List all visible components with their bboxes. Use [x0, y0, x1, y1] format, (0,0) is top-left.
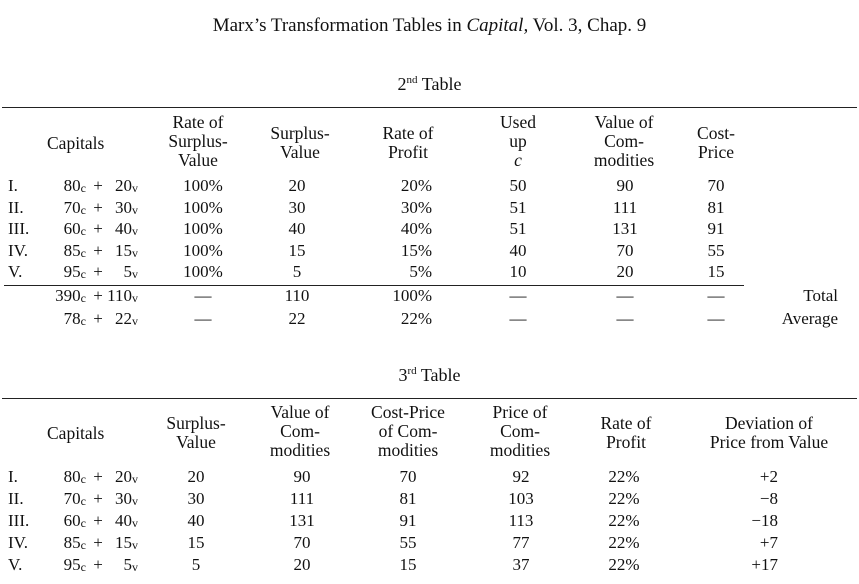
- capital-variable-r5: $5_v$: [123, 555, 138, 574]
- t2-cost-average: —: [707, 309, 725, 328]
- t3-value-r5: 20: [293, 555, 311, 574]
- t2-used-r1: 50: [509, 176, 527, 195]
- t3-price-r5: 37: [512, 555, 530, 574]
- t2-header-value-of-commodities: Value of Com- modities: [593, 112, 655, 170]
- t3-header-rate-of-profit: Rate of Profit: [600, 413, 652, 452]
- t2-rate-sv-r3: 100%: [183, 219, 223, 238]
- t3-header-value-of-commodities: Value of Com- modities: [269, 402, 331, 460]
- t3-deviation-r3: −18: [751, 511, 778, 530]
- t2-rate-sv-average: —: [194, 309, 212, 328]
- t3-rate-profit-r1: 22%: [608, 467, 640, 486]
- t2-sv-average: 22: [288, 309, 306, 328]
- t3-sv-r1: 20: [187, 467, 205, 486]
- t2-roman-r4: IV.: [8, 241, 28, 260]
- capital-constant-r2: $70_c$: [63, 489, 86, 508]
- t2-header-rate-surplus-value: Rate of Surplus- Value: [168, 112, 228, 170]
- capital-constant-average: $78_c$: [63, 309, 86, 328]
- t2-value-r1: 90: [616, 176, 634, 195]
- table2-top-rule: [2, 107, 857, 108]
- plus-sign-average: +: [93, 309, 103, 328]
- t3-header-deviation: Deviation of Price from Value: [709, 413, 829, 452]
- t2-sv-r5: 5: [292, 262, 302, 281]
- t3-roman-r4: IV.: [8, 533, 28, 552]
- t3-value-r1: 90: [293, 467, 311, 486]
- t2-header-capitals: Capitals: [47, 133, 105, 153]
- t3-roman-r3: III.: [8, 511, 30, 530]
- t2-used-r5: 10: [509, 262, 527, 281]
- plus-sign-r3: +: [93, 511, 103, 530]
- t3-sv-r3: 40: [187, 511, 205, 530]
- t2-sv-r2: 30: [288, 198, 306, 217]
- t2-cost-total: —: [707, 286, 725, 305]
- plus-sign-r5: +: [93, 555, 103, 574]
- t2-rate-profit-r2: 30%: [400, 198, 432, 217]
- capital-constant-r4: $85_c$: [63, 533, 86, 552]
- capital-variable-r1: $20_v$: [115, 467, 138, 486]
- t2-value-r3: 131: [612, 219, 638, 238]
- capital-constant-r4: $85_c$: [63, 241, 86, 260]
- plus-sign-r4: +: [93, 241, 103, 260]
- capital-variable-average: $22_v$: [115, 309, 138, 328]
- capital-variable-r2: $30_v$: [115, 198, 138, 217]
- t3-roman-r2: II.: [8, 489, 24, 508]
- t2-label-total: Total: [803, 286, 838, 305]
- t2-rate-profit-r1: 20%: [400, 176, 432, 195]
- t2-roman-r2: II.: [8, 198, 24, 217]
- plus-sign-r1: +: [93, 467, 103, 486]
- t3-cost-r2: 81: [399, 489, 417, 508]
- t3-deviation-r4: +7: [759, 533, 778, 552]
- t2-value-total: —: [616, 286, 634, 305]
- t3-rate-profit-r3: 22%: [608, 511, 640, 530]
- t2-sv-r4: 15: [288, 241, 306, 260]
- capital-variable-r3: $40_v$: [115, 219, 138, 238]
- t3-cost-r1: 70: [399, 467, 417, 486]
- t2-roman-r1: I.: [8, 176, 18, 195]
- capital-constant-r1: $80_c$: [63, 467, 86, 486]
- t2-rate-profit-r3: 40%: [400, 219, 432, 238]
- t2-label-average: Average: [781, 309, 838, 328]
- t2-rate-sv-r5: 100%: [183, 262, 223, 281]
- capital-variable-r4: $15_v$: [115, 241, 138, 260]
- t3-header-cost-price: Cost-Price of Com- modities: [371, 402, 445, 460]
- t2-rate-profit-average: 22%: [400, 309, 432, 328]
- capital-constant-r1: $80_c$: [63, 176, 86, 195]
- capital-constant-r2: $70_c$: [63, 198, 86, 217]
- t3-cost-r5: 15: [399, 555, 417, 574]
- t2-cost-r2: 81: [707, 198, 725, 217]
- capital-constant-r3: $60_c$: [63, 511, 86, 530]
- t2-used-r3: 51: [509, 219, 527, 238]
- t2-used-r2: 51: [509, 198, 527, 217]
- capital-variable-r4: $15_v$: [115, 533, 138, 552]
- t2-value-r5: 20: [616, 262, 634, 281]
- t3-price-r2: 103: [508, 489, 534, 508]
- capital-constant-r3: $60_c$: [63, 219, 86, 238]
- t3-header-price-of-commodities: Price of Com- modities: [489, 402, 551, 460]
- plus-sign-r2: +: [93, 198, 103, 217]
- table3-caption: 3rd Table: [398, 365, 461, 385]
- plus-sign-r4: +: [93, 533, 103, 552]
- plus-sign-r3: +: [93, 219, 103, 238]
- capital-variable-r1: $20_v$: [115, 176, 138, 195]
- t2-roman-r3: III.: [8, 219, 30, 238]
- t3-deviation-r1: +2: [759, 467, 778, 486]
- t3-deviation-r5: +17: [751, 555, 778, 574]
- t3-sv-r2: 30: [187, 489, 205, 508]
- t2-header-rate-of-profit: Rate of Profit: [382, 123, 434, 162]
- t3-roman-r1: I.: [8, 467, 18, 486]
- t3-roman-r5: V.: [8, 555, 23, 574]
- t3-header-surplus-value: Surplus- Value: [166, 413, 226, 452]
- t2-header-cost-price: Cost- Price: [697, 123, 735, 162]
- t2-value-average: —: [616, 309, 634, 328]
- capital-constant-r5: $95_c$: [63, 555, 86, 574]
- t3-rate-profit-r5: 22%: [608, 555, 640, 574]
- capital-variable-total: $110_v$: [107, 286, 138, 305]
- t3-value-r3: 131: [289, 511, 315, 530]
- t3-price-r3: 113: [508, 511, 534, 530]
- t3-price-r1: 92: [512, 467, 530, 486]
- t3-sv-r4: 15: [187, 533, 205, 552]
- t2-used-total: —: [509, 286, 527, 305]
- t3-deviation-r2: −8: [759, 489, 778, 508]
- t2-roman-r5: V.: [8, 262, 23, 281]
- t2-cost-r1: 70: [707, 176, 725, 195]
- t3-rate-profit-r2: 22%: [608, 489, 640, 508]
- capital-constant-r5: $95_c$: [63, 262, 86, 281]
- table2-caption: 2nd Table: [397, 74, 462, 94]
- t2-rate-profit-r4: 15%: [400, 241, 432, 260]
- t2-rate-sv-r2: 100%: [183, 198, 223, 217]
- t2-cost-r4: 55: [707, 241, 725, 260]
- capital-variable-r5: $5_v$: [123, 262, 138, 281]
- t2-sv-total: 110: [284, 286, 310, 305]
- t3-price-r4: 77: [512, 533, 530, 552]
- t3-rate-profit-r4: 22%: [608, 533, 640, 552]
- t2-value-r4: 70: [616, 241, 634, 260]
- t3-cost-r3: 91: [399, 511, 417, 530]
- plus-sign-r1: +: [93, 176, 103, 195]
- t2-sv-r1: 20: [288, 176, 306, 195]
- table3-top-rule: [2, 398, 857, 399]
- capital-constant-total: $390_c$: [55, 286, 86, 305]
- plus-sign-total: +: [93, 286, 103, 305]
- t3-header-capitals: Capitals: [47, 423, 105, 443]
- plus-sign-r2: +: [93, 489, 103, 508]
- t2-rate-profit-total: 100%: [392, 286, 432, 305]
- t2-cost-r5: 15: [707, 262, 725, 281]
- t3-sv-r5: 5: [191, 555, 201, 574]
- t2-header-surplus-value: Surplus- Value: [270, 123, 330, 162]
- t2-used-r4: 40: [509, 241, 527, 260]
- page-title: Marx’s Transformation Tables in Capital, Vol. 3, Chap. 9: [212, 15, 647, 36]
- t2-rate-profit-r5: 5%: [409, 262, 432, 281]
- t2-cost-r3: 91: [707, 219, 725, 238]
- t2-used-average: —: [509, 309, 527, 328]
- t3-value-r2: 111: [289, 489, 315, 508]
- t3-value-r4: 70: [293, 533, 311, 552]
- t2-value-r2: 111: [612, 198, 638, 217]
- plus-sign-r5: +: [93, 262, 103, 281]
- capital-variable-r3: $40_v$: [115, 511, 138, 530]
- t2-sv-r3: 40: [288, 219, 306, 238]
- t2-rate-sv-r4: 100%: [183, 241, 223, 260]
- capital-variable-r2: $30_v$: [115, 489, 138, 508]
- t2-header-used-up-c: Used up c: [500, 112, 536, 170]
- t2-rate-sv-r1: 100%: [183, 176, 223, 195]
- t3-cost-r4: 55: [399, 533, 417, 552]
- t2-rate-sv-total: —: [194, 286, 212, 305]
